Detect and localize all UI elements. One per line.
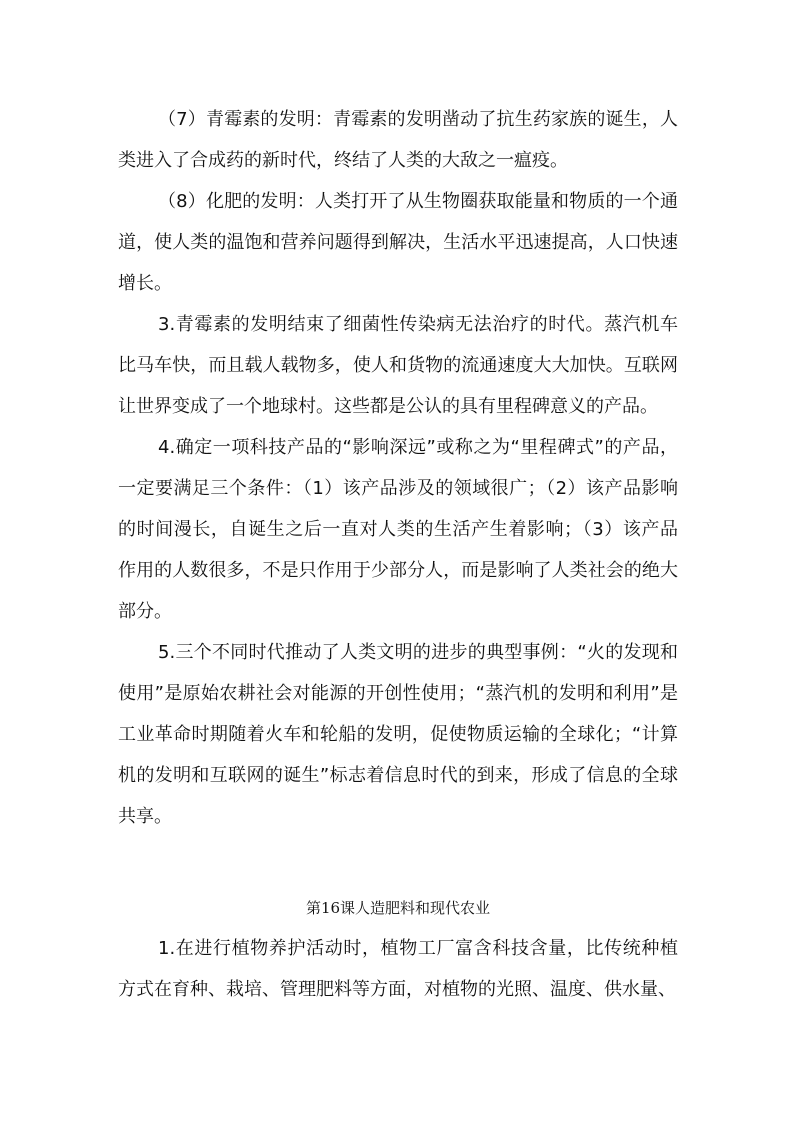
paragraph-5: 5.三个不同时代推动了人类文明的进步的典型事例：“火的发现和使用”是原始农耕社会对能源的开创性使用；“蒸汽机的发明和利用”是工业革命时期随着火车和轮船的发明，促使物质运输的全球化；“计算机的发明和互联网的诞生”标志着信息时代的到来，形成了信息的全球共享。 xyxy=(118,642,678,827)
paragraph-4: 4.确定一项科技产品的“影响深远”或称之为“里程碑式”的产品，一定要满足三个条件：（1）该产品涉及的领域很广；（2）该产品影响的时间漫长，自诞生之后一直对人类的生活产生着影响；（3）该产品作用的人数很多，不是只作用于少部分人，而是影响了人类社会的绝大部分。 xyxy=(118,437,678,622)
paragraph-penicillin: （7）青霉素的发明：青霉素的发明凿动了抗生药家族的诞生，人类进入了合成药的新时代，终结了人类的大敌之一瘟疫。 xyxy=(118,109,678,171)
lesson-heading: 第16课人造肥料和现代农业 xyxy=(305,899,491,917)
paragraph-fertilizer: （8）化肥的发明：人类打开了从生物圈获取能量和物质的一个通道，使人类的温饱和营养问题得到解决，生活水平迅速提高，人口快速增长。 xyxy=(118,191,678,294)
paragraph-3: 3.青霉素的发明结束了细菌性传染病无法治疗的时代。蒸汽机车比马车快，而且载人载物多，使人和货物的流通速度大大加快。互联网让世界变成了一个地球村。这些都是公认的具有里程碑意义的产品。 xyxy=(118,314,678,417)
lesson-paragraph-1: 1.在进行植物养护活动时，植物工厂富含科技含量，比传统种植方式在育种、栽培、管理肥料等方面，对植物的光照、温度、供水量、 xyxy=(118,938,678,1000)
